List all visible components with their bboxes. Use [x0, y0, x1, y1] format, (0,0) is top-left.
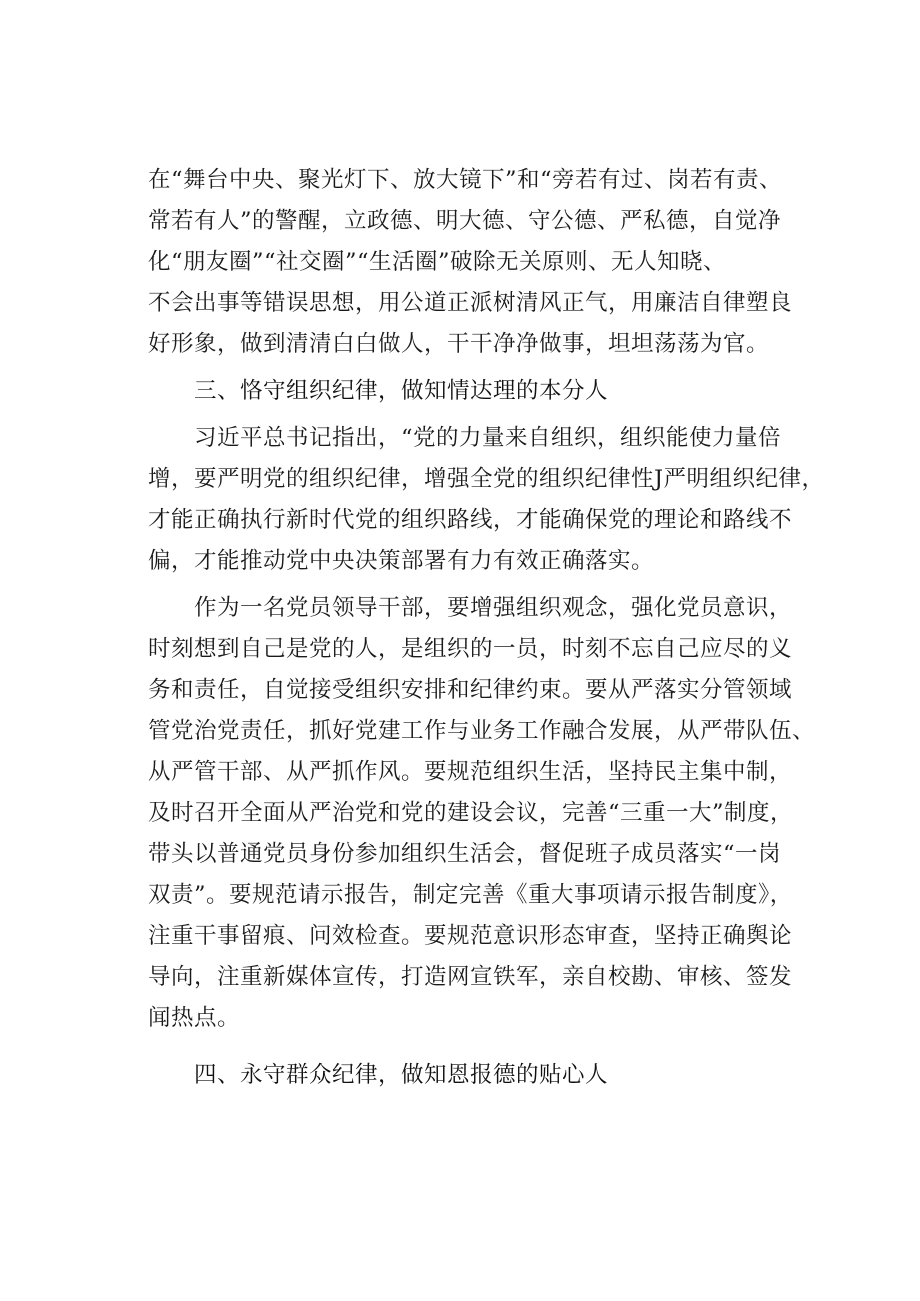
section-heading-3: 三、恪守组织纪律，做知情达理的本分人 — [194, 378, 609, 404]
paragraph-2 — [148, 418, 825, 582]
paragraph-line: 管党治党责任，抓好党建工作与业务工作融合发展，从严带队伍、 — [148, 718, 816, 744]
paragraph-line: 偏，才能推动党中央决策部署有力有效正确落实。 — [148, 548, 655, 574]
paragraph-line: 不会出事等错误思想，用公道正派树清风正气，用廉洁自律塑良 — [148, 290, 793, 316]
spacer — [148, 1039, 808, 1055]
paragraph-line: 及时召开全面从严治党和党的建设会议，完善“三重一大”制度， — [148, 800, 794, 826]
paragraph-3 — [148, 588, 816, 1039]
paragraph-line: 在“舞台中央、聚光灯下、放大镜下”和“旁若有过、岗若有责、 — [148, 167, 783, 193]
paragraph-1 — [148, 160, 808, 365]
paragraph-line: 闻热点。 — [148, 1005, 241, 1031]
paragraph-line: 注重干事留痕、问效检查。要规范意识形态审查，坚持正确舆论 — [148, 923, 793, 949]
paragraph-line: 化“朋友圈”“社交圈”“生活圈”破除无关原则、无人知晓、 — [148, 249, 727, 275]
paragraph-line: 务和责任，自觉接受组织安排和纪律约束。要从严落实分管领域 — [148, 677, 793, 703]
paragraph-line: 习近平总书记指出，“党的力量来自组织，组织能使力量倍 — [194, 425, 782, 451]
document-body — [148, 160, 825, 1096]
paragraph-line: 常若有人”的警醒，立政德、明大德、守公德、严私德，自觉净 — [148, 208, 782, 234]
paragraph-line: 带头以普通党员身份参加组织生活会，督促班子成员落实“一岗 — [148, 841, 782, 867]
paragraph-line: 从严管干部、从严抓作风。要规范组织生活，坚持民主集中制， — [148, 759, 793, 785]
paragraph-line: 好形象，做到清清白白做人，干干净净做事，坦坦荡荡为官。 — [148, 331, 770, 357]
paragraph-line: 才能正确执行新时代党的组织路线，才能确保党的理论和路线不 — [148, 507, 793, 533]
paragraph-line: 作为一名党员领导干部，要增强组织观念，强化党员意识， — [194, 595, 793, 621]
paragraph-line: 导向，注重新媒体宣传，打造网宣铁军，亲自校勘、审核、签发 — [148, 964, 793, 990]
paragraph-line: 增，要严明党的组织纪律，增强全党的组织纪律性J严明组织纪律， — [148, 466, 825, 492]
section-heading-4: 四、永守群众纪律，做知恩报德的贴心人 — [194, 1062, 609, 1088]
paragraph-line: 双责”。要规范请示报告，制定完善《重大事项请示报告制度》， — [148, 882, 793, 908]
paragraph-line: 时刻想到自己是党的人，是组织的一员，时刻不忘自己应尽的义 — [148, 636, 793, 662]
